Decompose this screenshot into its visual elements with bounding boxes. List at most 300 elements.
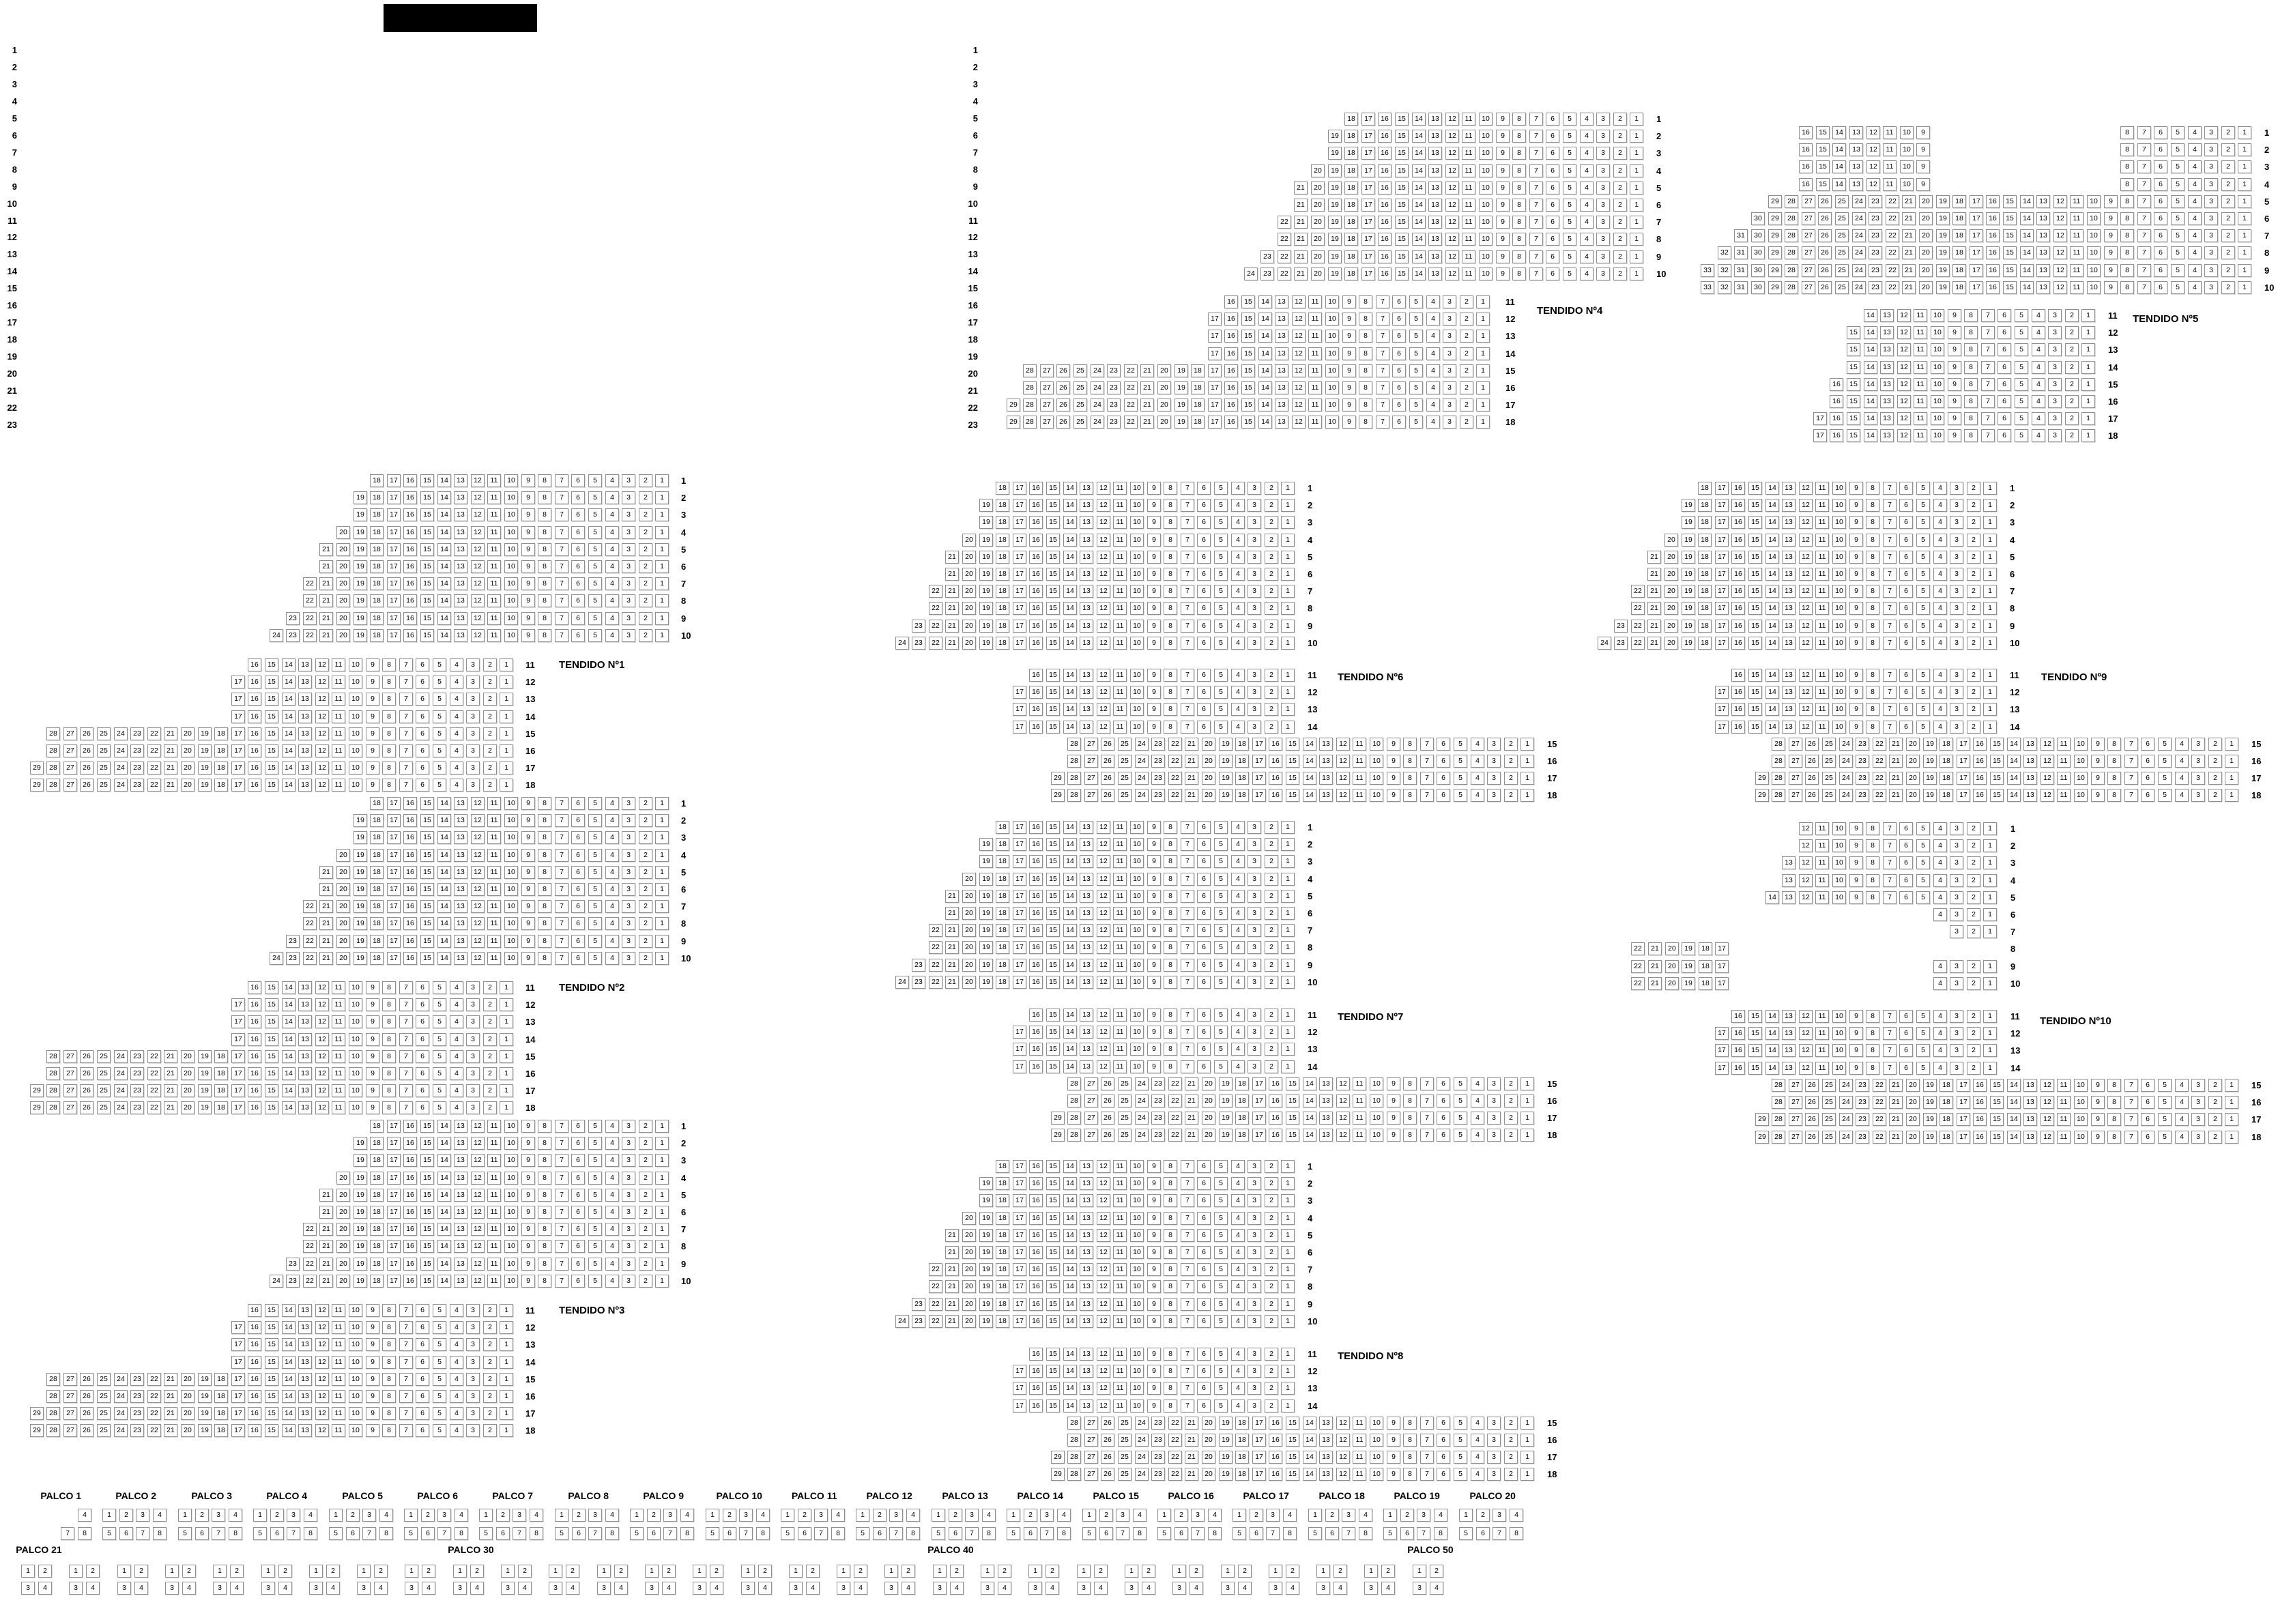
seat[interactable]: 16 [1029, 516, 1043, 529]
seat[interactable]: 21 [1185, 789, 1198, 802]
seat[interactable]: 5 [2015, 378, 2028, 391]
seat[interactable]: 9 [521, 543, 535, 556]
seat[interactable]: 9 [1147, 1026, 1161, 1039]
seat[interactable]: 7 [555, 1240, 568, 1253]
seat[interactable]: 17 [231, 1101, 245, 1114]
seat[interactable]: 7 [399, 762, 413, 774]
seat[interactable]: 6 [571, 1258, 585, 1271]
seat[interactable]: 23 [1151, 1112, 1165, 1125]
seat[interactable]: 6 [1998, 412, 2011, 425]
seat[interactable]: 16 [1973, 1131, 1987, 1144]
seat[interactable]: 5 [588, 1223, 602, 1236]
seat[interactable]: 10 [1479, 250, 1492, 263]
seat[interactable]: 16 [1029, 602, 1043, 615]
seat[interactable]: 20 [962, 1212, 976, 1225]
seat[interactable]: 18 [214, 1067, 228, 1080]
seat[interactable]: 17 [1252, 1468, 1266, 1481]
seat[interactable]: 2 [1967, 822, 1980, 835]
seat[interactable]: 18 [1344, 199, 1358, 212]
seat[interactable]: 20 [962, 1246, 976, 1259]
seat[interactable]: 18 [370, 577, 384, 590]
seat[interactable]: 23 [912, 976, 925, 989]
seat[interactable]: 16 [1029, 1263, 1043, 1276]
seat[interactable]: 2 [639, 952, 652, 965]
seat[interactable]: 4 [1580, 164, 1593, 177]
seat[interactable]: 1 [1476, 330, 1490, 343]
seat[interactable]: 3 [466, 693, 480, 706]
seat[interactable]: 4 [1933, 891, 1947, 904]
seat[interactable]: 9 [1849, 669, 1863, 682]
seat[interactable]: 11 [1113, 585, 1127, 598]
seat[interactable]: 12 [1097, 1315, 1110, 1328]
seat[interactable]: 13 [2023, 1113, 2037, 1126]
seat[interactable]: 20 [962, 1229, 976, 1242]
seat[interactable]: 8 [1208, 1527, 1222, 1540]
seat[interactable]: 20 [1157, 398, 1171, 411]
seat[interactable]: 1 [1983, 891, 1997, 904]
seat[interactable]: 18 [996, 1212, 1009, 1225]
seat[interactable]: 18 [996, 1160, 1009, 1173]
seat[interactable]: 9 [1849, 499, 1863, 512]
seat[interactable]: 9 [1849, 856, 1863, 869]
seat[interactable]: 23 [130, 1101, 144, 1114]
seat[interactable]: 5 [1214, 637, 1228, 650]
seat[interactable]: 9 [1387, 1129, 1400, 1142]
seat[interactable]: 5 [1563, 250, 1576, 263]
seat[interactable]: 9 [521, 1275, 535, 1288]
seat[interactable]: 6 [119, 1527, 133, 1540]
seat[interactable]: 2 [950, 1565, 964, 1578]
seat[interactable]: 18 [996, 976, 1009, 989]
seat[interactable]: 3 [622, 1258, 635, 1271]
seat[interactable]: 23 [912, 1298, 925, 1311]
seat[interactable]: 18 [370, 508, 384, 521]
seat[interactable]: 21 [1889, 1113, 1903, 1126]
seat[interactable]: 11 [1113, 686, 1127, 699]
seat[interactable]: 1 [165, 1565, 179, 1578]
seat[interactable]: 6 [1546, 216, 1559, 229]
seat[interactable]: 25 [1118, 772, 1131, 785]
seat[interactable]: 2 [483, 1338, 497, 1351]
seat[interactable]: 6 [1546, 250, 1559, 263]
seat[interactable]: 24 [1598, 637, 1611, 650]
seat[interactable]: 2 [1265, 669, 1278, 682]
seat[interactable]: 1 [1520, 772, 1534, 785]
seat[interactable]: 9 [1147, 669, 1161, 682]
seat[interactable]: 16 [403, 543, 417, 556]
seat[interactable]: 14 [1063, 959, 1077, 972]
seat[interactable]: 12 [1799, 874, 1813, 887]
seat[interactable]: 18 [370, 1275, 384, 1288]
seat[interactable]: 19 [1923, 755, 1937, 768]
seat[interactable]: 8 [1866, 839, 1879, 852]
seat[interactable]: 19 [1328, 164, 1342, 177]
seat[interactable]: 11 [1113, 1160, 1127, 1173]
seat[interactable]: 14 [1063, 721, 1077, 734]
seat[interactable]: 9 [1948, 395, 1961, 408]
seat[interactable]: 8 [1164, 1043, 1177, 1056]
seat[interactable]: 1 [1281, 1315, 1295, 1328]
seat[interactable]: 9 [366, 762, 379, 774]
seat[interactable]: 10 [1130, 1246, 1144, 1259]
seat[interactable]: 2 [1613, 182, 1627, 194]
seat[interactable]: 25 [1835, 281, 1849, 294]
seat[interactable]: 9 [1147, 1160, 1161, 1173]
seat[interactable]: 8 [1133, 1527, 1146, 1540]
seat[interactable]: 16 [1029, 1009, 1043, 1021]
seat[interactable]: 18 [996, 602, 1009, 615]
seat[interactable]: 6 [1437, 1112, 1450, 1125]
seat[interactable]: 2 [1265, 686, 1278, 699]
seat[interactable]: 12 [315, 1356, 329, 1369]
seat[interactable]: 16 [1029, 873, 1043, 886]
seat[interactable]: 10 [1479, 199, 1492, 212]
seat[interactable]: 10 [349, 1424, 362, 1437]
seat[interactable]: 6 [571, 883, 585, 896]
seat[interactable]: 28 [1785, 281, 1798, 294]
seat[interactable]: 24 [1839, 772, 1853, 785]
seat[interactable]: 22 [1886, 281, 1899, 294]
seat[interactable]: 15 [1748, 499, 1762, 512]
seat[interactable]: 32 [1718, 246, 1731, 259]
seat[interactable]: 1 [630, 1509, 644, 1522]
seat[interactable]: 5 [1454, 772, 1467, 785]
seat[interactable]: 17 [1013, 838, 1026, 851]
seat[interactable]: 4 [605, 629, 619, 642]
seat[interactable]: 14 [1303, 1434, 1316, 1447]
seat[interactable]: 9 [1387, 1451, 1400, 1464]
seat[interactable]: 15 [420, 883, 434, 896]
seat[interactable]: 3 [1950, 620, 1963, 633]
seat[interactable]: 16 [403, 1189, 417, 1202]
seat[interactable]: 7 [555, 1258, 568, 1271]
seat[interactable]: 12 [1097, 499, 1110, 512]
seat[interactable]: 5 [1214, 686, 1228, 699]
seat[interactable]: 4 [605, 543, 619, 556]
seat[interactable]: 20 [962, 873, 976, 886]
seat[interactable]: 15 [1395, 233, 1409, 246]
seat[interactable]: 9 [1147, 602, 1161, 615]
seat[interactable]: 3 [1443, 330, 1456, 343]
seat[interactable]: 28 [1067, 1112, 1081, 1125]
seat[interactable]: 1 [1476, 364, 1490, 377]
seat[interactable]: 18 [370, 1240, 384, 1253]
seat[interactable]: 22 [929, 941, 942, 954]
seat[interactable]: 8 [1512, 250, 1526, 263]
seat[interactable]: 16 [1799, 126, 1813, 139]
seat[interactable]: 19 [1328, 250, 1342, 263]
seat[interactable]: 18 [996, 637, 1009, 650]
seat[interactable]: 14 [437, 1206, 451, 1219]
seat[interactable]: 14 [282, 1304, 295, 1317]
seat[interactable]: 9 [1147, 637, 1161, 650]
seat[interactable]: 13 [298, 762, 312, 774]
seat[interactable]: 23 [912, 959, 925, 972]
seat[interactable]: 16 [1029, 1315, 1043, 1328]
seat[interactable]: 18 [1939, 1096, 1953, 1109]
seat[interactable]: 9 [1387, 1417, 1400, 1430]
seat[interactable]: 7 [1981, 309, 1995, 322]
seat[interactable]: 4 [1231, 534, 1245, 547]
seat[interactable]: 4 [2175, 1113, 2189, 1126]
seat[interactable]: 13 [1080, 1382, 1093, 1395]
seat[interactable]: 1 [655, 917, 669, 930]
seat[interactable]: 13 [298, 693, 312, 706]
seat[interactable]: 5 [433, 710, 446, 723]
seat[interactable]: 5 [1563, 216, 1576, 229]
seat[interactable]: 20 [1311, 182, 1325, 194]
seat[interactable]: 6 [571, 508, 585, 521]
seat[interactable]: 9 [1147, 585, 1161, 598]
seat[interactable]: 13 [1319, 1451, 1333, 1464]
seat[interactable]: 15 [1046, 703, 1060, 716]
seat[interactable]: 15 [2003, 229, 2017, 242]
seat[interactable]: 1 [1983, 637, 1997, 650]
seat[interactable]: 3 [1596, 164, 1610, 177]
seat[interactable]: 13 [1319, 738, 1333, 751]
seat[interactable]: 11 [487, 1154, 501, 1167]
seat[interactable]: 18 [996, 1177, 1009, 1190]
seat[interactable]: 21 [1902, 229, 1916, 242]
seat[interactable]: 17 [1715, 703, 1729, 716]
seat[interactable]: 13 [1080, 1315, 1093, 1328]
seat[interactable]: 7 [1376, 398, 1389, 411]
seat[interactable]: 5 [1454, 1077, 1467, 1090]
seat[interactable]: 11 [1113, 1212, 1127, 1225]
seat[interactable]: 4 [1933, 977, 1947, 990]
seat[interactable]: 11 [1914, 378, 1927, 391]
seat[interactable]: 8 [2120, 160, 2134, 173]
seat[interactable]: 13 [1782, 499, 1796, 512]
seat[interactable]: 2 [483, 1356, 497, 1369]
seat[interactable]: 9 [1147, 1060, 1161, 1073]
seat[interactable]: 22 [303, 612, 317, 625]
seat[interactable]: 10 [349, 1033, 362, 1046]
seat[interactable]: 11 [1815, 1062, 1829, 1075]
seat[interactable]: 7 [399, 727, 413, 740]
seat[interactable]: 20 [181, 1424, 194, 1437]
seat[interactable]: 11 [1815, 874, 1829, 887]
seat[interactable]: 4 [2175, 1131, 2189, 1144]
seat[interactable]: 20 [1157, 416, 1171, 429]
seat[interactable]: 8 [1164, 890, 1177, 903]
seat[interactable]: 13 [1782, 1062, 1796, 1075]
seat[interactable]: 2 [483, 998, 497, 1011]
seat[interactable]: 8 [382, 676, 396, 688]
seat[interactable]: 9 [2104, 229, 2118, 242]
seat[interactable]: 15 [1046, 1315, 1060, 1328]
seat[interactable]: 9 [521, 797, 535, 810]
seat[interactable]: 6 [1899, 891, 1913, 904]
seat[interactable]: 17 [387, 849, 401, 862]
seat[interactable]: 1 [655, 1137, 669, 1150]
seat[interactable]: 15 [420, 474, 434, 487]
seat[interactable]: 22 [303, 1240, 317, 1253]
seat[interactable]: 15 [1748, 568, 1762, 581]
seat[interactable]: 11 [1815, 551, 1829, 564]
seat[interactable]: 25 [1835, 246, 1849, 259]
seat[interactable]: 10 [349, 658, 362, 671]
seat[interactable]: 5 [479, 1527, 493, 1540]
seat[interactable]: 28 [1785, 264, 1798, 277]
seat[interactable]: 8 [1164, 1246, 1177, 1259]
seat[interactable]: 17 [1361, 267, 1375, 280]
seat[interactable]: 2 [2208, 738, 2222, 751]
seat[interactable]: 7 [555, 629, 568, 642]
seat[interactable]: 1 [69, 1565, 83, 1578]
seat[interactable]: 17 [387, 1206, 401, 1219]
seat[interactable]: 15 [1046, 1212, 1060, 1225]
seat[interactable]: 23 [1107, 364, 1121, 377]
seat[interactable]: 15 [420, 900, 434, 913]
seat[interactable]: 9 [1147, 482, 1161, 495]
seat[interactable]: 7 [2137, 195, 2151, 208]
seat[interactable]: 13 [1080, 499, 1093, 512]
seat[interactable]: 5 [433, 762, 446, 774]
seat[interactable]: 4 [38, 1582, 52, 1595]
seat[interactable]: 16 [1029, 890, 1043, 903]
seat[interactable]: 1 [741, 1565, 755, 1578]
seat[interactable]: 4 [134, 1582, 148, 1595]
seat[interactable]: 18 [370, 952, 384, 965]
seat[interactable]: 3 [1248, 568, 1261, 581]
seat[interactable]: 12 [1097, 482, 1110, 495]
seat[interactable]: 13 [1880, 361, 1894, 374]
seat[interactable]: 23 [1869, 281, 1882, 294]
seat[interactable]: 5 [1916, 839, 1930, 852]
seat[interactable]: 13 [2023, 772, 2037, 785]
seat[interactable]: 2 [639, 474, 652, 487]
seat[interactable]: 17 [1715, 637, 1729, 650]
seat[interactable]: 27 [1084, 1468, 1098, 1481]
seat[interactable]: 3 [1248, 1043, 1261, 1056]
seat[interactable]: 9 [1342, 347, 1356, 360]
seat[interactable]: 18 [1698, 551, 1712, 564]
seat[interactable]: 2 [119, 1509, 133, 1522]
seat[interactable]: 24 [1135, 1417, 1149, 1430]
seat[interactable]: 13 [1080, 585, 1093, 598]
seat[interactable]: 5 [781, 1527, 794, 1540]
seat[interactable]: 18 [1235, 1417, 1249, 1430]
seat[interactable]: 6 [416, 710, 429, 723]
seat[interactable]: 10 [349, 693, 362, 706]
seat[interactable]: 4 [605, 1120, 619, 1133]
seat[interactable]: 12 [2040, 1096, 2054, 1109]
seat[interactable]: 4 [450, 1015, 463, 1028]
seat[interactable]: 13 [454, 952, 467, 965]
seat[interactable]: 6 [571, 629, 585, 642]
seat[interactable]: 13 [1782, 602, 1796, 615]
seat[interactable]: 24 [895, 976, 909, 989]
seat[interactable]: 2 [1265, 1177, 1278, 1190]
seat[interactable]: 6 [571, 1172, 585, 1185]
seat[interactable]: 2 [1265, 1060, 1278, 1073]
seat[interactable]: 14 [437, 849, 451, 862]
seat[interactable]: 1 [500, 1304, 513, 1317]
seat[interactable]: 17 [1361, 164, 1375, 177]
seat[interactable]: 9 [366, 1084, 379, 1097]
seat[interactable]: 2 [1189, 1565, 1203, 1578]
seat[interactable]: 14 [1765, 551, 1779, 564]
seat[interactable]: 3 [466, 1321, 480, 1334]
seat[interactable]: 8 [538, 1240, 551, 1253]
seat[interactable]: 3 [1269, 1582, 1282, 1595]
seat[interactable]: 6 [416, 1084, 429, 1097]
seat[interactable]: 19 [1328, 267, 1342, 280]
seat[interactable]: 1 [1520, 1451, 1534, 1464]
seat[interactable]: 6 [416, 1321, 429, 1334]
seat[interactable]: 8 [538, 491, 551, 504]
seat[interactable]: 15 [1748, 686, 1762, 699]
seat[interactable]: 10 [1130, 482, 1144, 495]
seat[interactable]: 14 [437, 935, 451, 948]
seat[interactable]: 13 [1782, 620, 1796, 633]
seat[interactable]: 1 [655, 508, 669, 521]
seat[interactable]: 12 [471, 1206, 485, 1219]
seat[interactable]: 13 [1080, 551, 1093, 564]
seat[interactable]: 22 [1168, 789, 1182, 802]
seat[interactable]: 12 [315, 762, 329, 774]
seat[interactable]: 24 [114, 1390, 128, 1403]
seat[interactable]: 7 [1420, 789, 1434, 802]
seat[interactable]: 3 [622, 797, 635, 810]
seat[interactable]: 14 [437, 797, 451, 810]
seat[interactable]: 27 [63, 1390, 77, 1403]
seat[interactable]: 21 [1647, 551, 1661, 564]
seat[interactable]: 20 [336, 577, 350, 590]
seat[interactable]: 11 [487, 849, 501, 862]
seat[interactable]: 1 [1281, 1280, 1295, 1293]
seat[interactable]: 2 [639, 1258, 652, 1271]
seat[interactable]: 3 [1248, 602, 1261, 615]
seat[interactable]: 9 [2091, 738, 2105, 751]
seat[interactable]: 17 [387, 629, 401, 642]
seat[interactable]: 15 [420, 1189, 434, 1202]
seat[interactable]: 27 [63, 1067, 77, 1080]
seat[interactable]: 12 [1292, 416, 1306, 429]
seat[interactable]: 6 [1197, 924, 1211, 937]
seat[interactable]: 14 [1258, 381, 1272, 394]
seat[interactable]: 29 [30, 1407, 44, 1420]
seat[interactable]: 5 [2171, 229, 2184, 242]
seat[interactable]: 14 [1832, 178, 1846, 191]
seat[interactable]: 28 [46, 744, 60, 757]
seat[interactable]: 16 [1378, 164, 1391, 177]
seat[interactable]: 1 [500, 1338, 513, 1351]
seat[interactable]: 12 [1897, 395, 1911, 408]
seat[interactable]: 10 [1130, 534, 1144, 547]
seat[interactable]: 17 [1715, 551, 1729, 564]
seat[interactable]: 3 [965, 1509, 979, 1522]
seat[interactable]: 8 [538, 900, 551, 913]
seat[interactable]: 6 [1899, 534, 1913, 547]
seat[interactable]: 26 [1818, 195, 1832, 208]
seat[interactable]: 11 [332, 1101, 345, 1114]
seat[interactable]: 12 [471, 917, 485, 930]
seat[interactable]: 10 [349, 998, 362, 1011]
seat[interactable]: 14 [1765, 1010, 1779, 1023]
seat[interactable]: 18 [370, 1223, 384, 1236]
seat[interactable]: 1 [2238, 143, 2251, 156]
seat[interactable]: 17 [1208, 416, 1222, 429]
seat[interactable]: 18 [214, 1390, 228, 1403]
seat[interactable]: 9 [1147, 1298, 1161, 1311]
seat[interactable]: 12 [1097, 637, 1110, 650]
seat[interactable]: 13 [1782, 482, 1796, 495]
seat[interactable]: 12 [1799, 602, 1813, 615]
seat[interactable]: 27 [1802, 246, 1815, 259]
seat[interactable]: 1 [655, 577, 669, 590]
